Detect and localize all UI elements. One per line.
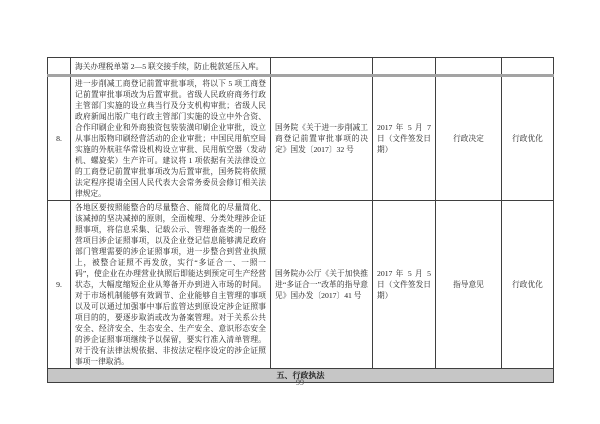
section-header: 五、行政执法	[48, 369, 554, 383]
document-type: 指导意见	[436, 201, 502, 369]
document-title	[271, 58, 373, 76]
category-label: 行政优化	[502, 76, 554, 201]
category-label	[502, 58, 554, 76]
document-title: 国务院《关于进一步削减工商登记前置审批事项的决定》国发〔2017〕32 号	[271, 76, 373, 201]
table-row	[48, 76, 554, 201]
category-label: 行政优化	[502, 201, 554, 369]
measures-table	[47, 57, 554, 383]
issue-date: 2017 年 5 月 7 日（文件签发日期）	[373, 76, 436, 201]
document-type	[436, 58, 502, 76]
table-row	[48, 58, 554, 76]
table-row	[48, 201, 554, 369]
issue-date: 2017 年 5 月 5 日（文件签发日期）	[373, 201, 436, 369]
measure-text: 海关办理税单第 2—5 联交接手续，防止税款延压入库。	[71, 58, 271, 76]
document-title: 国务院办公厅《关于加快推进“多证合一”改革的指导意见》国办发〔2017〕41 号	[271, 201, 373, 369]
measure-text: 进一步削减工商登记前置审批事项，将以下 5 项工商登记前置审批事项改为后置审批。省级人民政府商务行政主管部门实施的设立典当行及分支机构审批；省级人民政府新闻出版广电行政主管部门实施的设立中外合资、合作印刷企业和外商独资包装装潢印刷企业审批，设立从事出版物印刷经营活动的企业审批；中国民用航空局实施的外航驻华常设机构设立审批、民用航空器（发动机、螺旋桨）生产许可。建议将 1 项依据有关法律设立的工商登记前置审批事项改为后置审批，国务院将依照法定程序提请全国人民代表大会常务委员会修订相关法律规定。	[71, 76, 271, 201]
issue-date	[373, 58, 436, 76]
page-number: 99	[296, 378, 304, 387]
row-number-cell: 8.	[48, 76, 71, 201]
document-type: 行政决定	[436, 76, 502, 201]
row-number-cell: 9.	[48, 201, 71, 369]
measure-text: 各地区要按照能整合的尽量整合、能简化的尽量简化、该减掉的坚决减掉的原则，全面梳理、分类处理涉企证照事项，将信息采集、记载公示、管理备查类的一般经营项目涉企证照事项，以及企业登记信息能够满足政府部门管理需要的涉企证照事项，进一步整合到营业执照上，被整合证照不再发放，实行“多证合一、一照一码”，使企业在办理营业执照后即能达到预定可生产经营状态，大幅度缩短企业从筹备开办到进入市场的时间。对于市场机制能够有效调节、企业能够自主管理的事项以及可以通过加强事中事后监管达到原设定涉企证照事项目的的，要逐步取消或改为备案管理。对于关系公共安全、经济安全、生态安全、生产安全、意识形态安全的涉企证照事项继续予以保留，要实行准入清单管理。对于没有法律法规依据、非按法定程序设定的涉企证照事项一律取消。	[71, 201, 271, 369]
row-number-cell	[48, 58, 71, 76]
